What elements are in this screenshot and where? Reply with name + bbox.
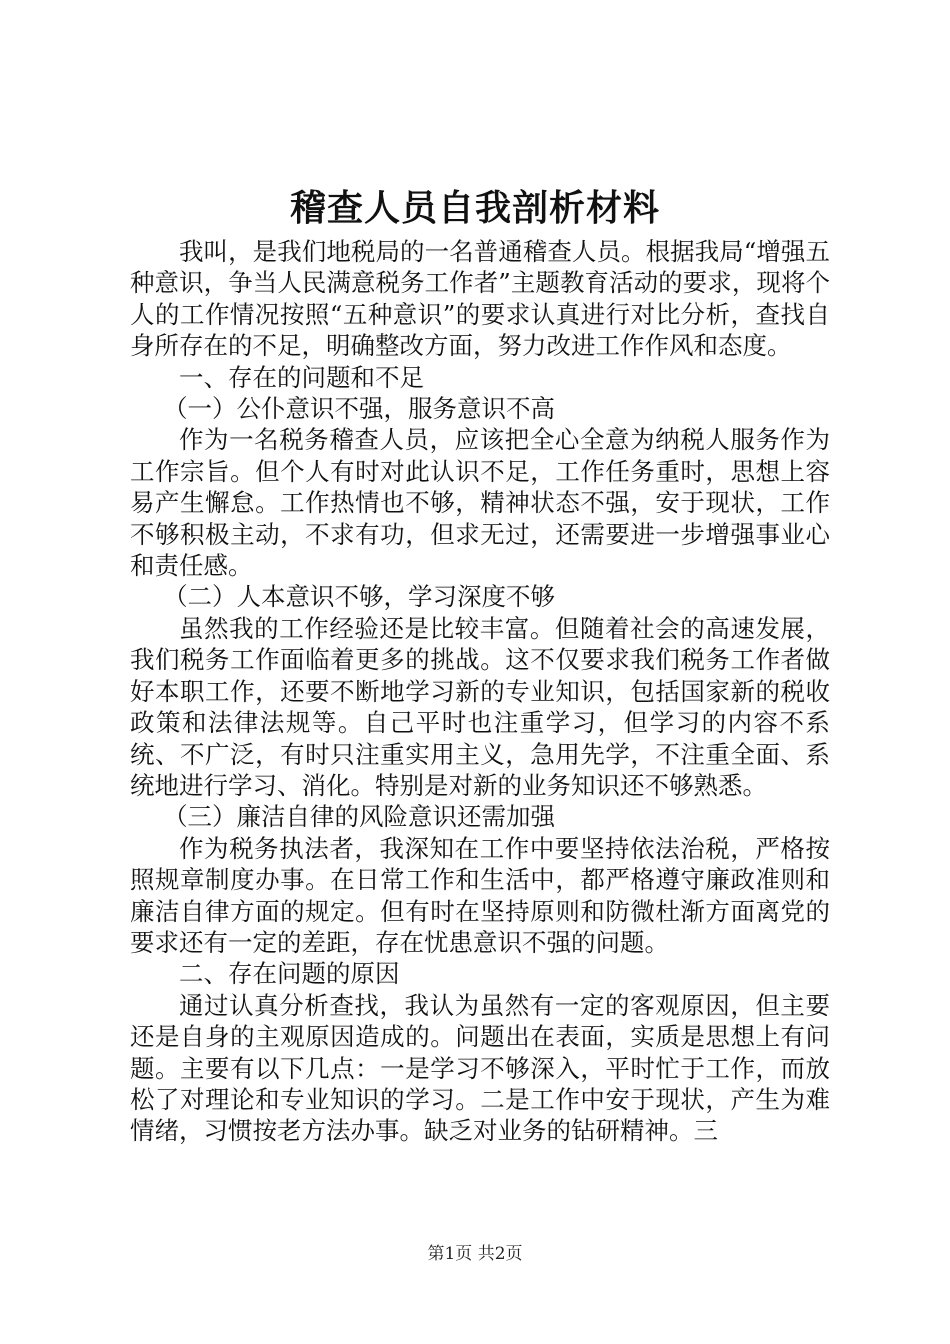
paragraph-integrity: 作为税务执法者，我深知在工作中要坚持依法治税，严格按照规章制度办事。在日常工作和生活中，都严格遵守廉政准则和廉洁自律方面的规定。但有时在坚持原则和防微杜渐方面离党的要求还有一定的差距，存在忧患意识不强的问题。 xyxy=(130,833,830,957)
page-number-label: 第1页 共2页 xyxy=(427,1244,523,1264)
subsection-heading-1: （一）公仆意识不强，服务意识不高 xyxy=(163,394,556,424)
subsection-heading-3: （三）廉洁自律的风险意识还需加强 xyxy=(163,802,556,832)
section-heading-problems: 一、存在的问题和不足 xyxy=(179,362,424,392)
paragraph-causes: 通过认真分析查找，我认为虽然有一定的客观原因，但主要还是自身的主观原因造成的。问题出在表面，实质是思想上有问题。主要有以下几点：一是学习不够深入，平时忙于工作，而放松了对理论和专业知识的学习。二是工作中安于现状，产生为难情绪，习惯按老方法办事。缺乏对业务的钻研精神。三 xyxy=(130,990,830,1146)
page-footer xyxy=(0,1243,950,1265)
document-body xyxy=(130,236,830,1147)
section-heading-causes: 二、存在问题的原因 xyxy=(179,959,400,989)
paragraph-learning: 虽然我的工作经验还是比较丰富。但随着社会的高速发展，我们税务工作面临着更多的挑战。这不仅要求我们税务工作者做好本职工作，还要不断地学习新的专业知识，包括国家新的税收政策和法律法规等。自己平时也注重学习，但学习的内容不系统、不广泛，有时只注重实用主义，急用先学，不注重全面、系统地进行学习、消化。特别是对新的业务知识还不够熟悉。 xyxy=(130,613,830,800)
paragraph-service: 作为一名税务稽查人员，应该把全心全意为纳税人服务作为工作宗旨。但个人有时对此认识不足，工作任务重时，思想上容易产生懈怠。工作热情也不够，精神状态不强，安于现状，工作不够积极主动，不求有功，但求无过，还需要进一步增强事业心和责任感。 xyxy=(130,425,830,581)
subsection-heading-2: （二）人本意识不够，学习深度不够 xyxy=(163,582,556,612)
document-title: 稽查人员自我剖析材料 xyxy=(289,187,660,229)
paragraph-intro: 我叫，是我们地税局的一名普通稽查人员。根据我局“增强五种意识，争当人民满意税务工作者”主题教育活动的要求，现将个人的工作情况按照“五种意识”的要求认真进行对比分析，查找自身所存在的不足，明确整改方面，努力改进工作作风和态度。 xyxy=(130,237,830,361)
